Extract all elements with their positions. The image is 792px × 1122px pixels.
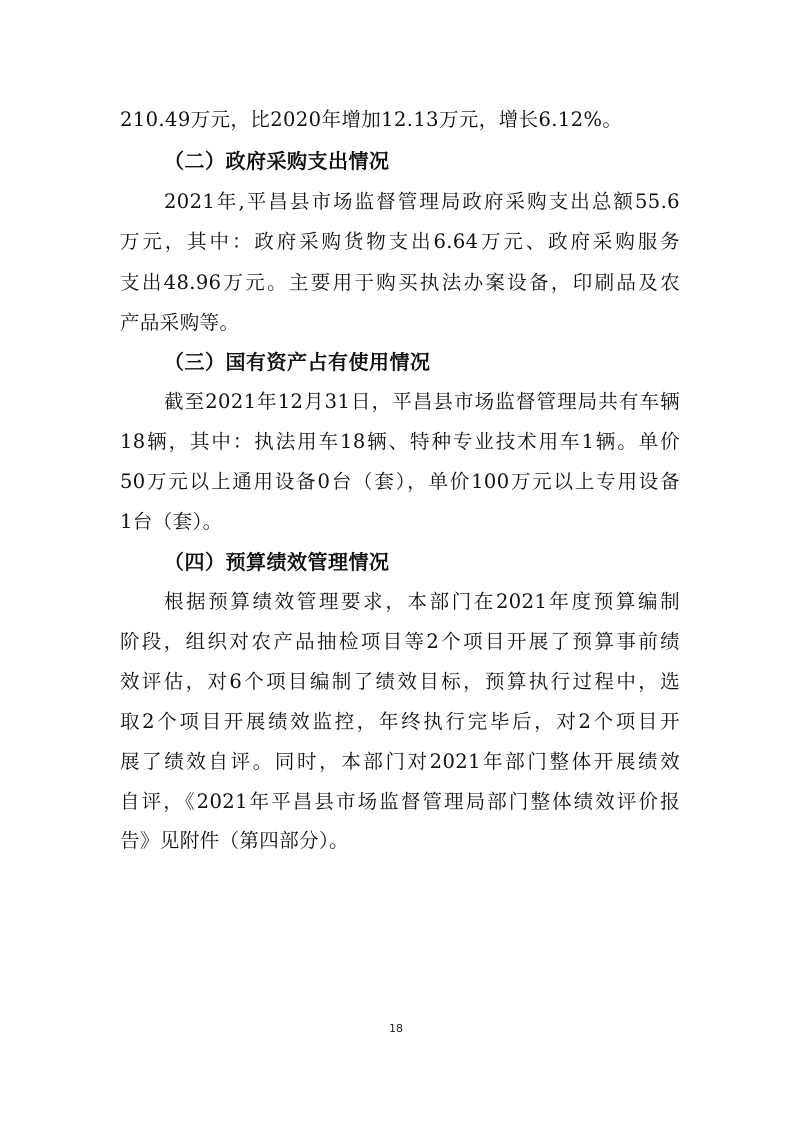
section-heading-procurement: （二）政府采购支出情况 — [164, 149, 390, 173]
paragraph-line: 效评估，对6个项目编制了绩效目标，预算执行过程中，选 — [120, 670, 680, 693]
paragraph-line: 产品采购等。 — [120, 311, 240, 334]
paragraph-line: 根据预算绩效管理要求，本部门在2021年度预算编制 — [164, 590, 680, 613]
paragraph-line: 展了绩效自评。同时，本部门对2021年部门整体开展绩效 — [120, 750, 680, 773]
paragraph-line: 支出48.96万元。主要用于购买执法办案设备，印刷品及农 — [120, 271, 680, 294]
paragraph-line: 截至2021年12月31日，平昌县市场监督管理局共有车辆 — [164, 390, 680, 413]
paragraph-line: 2021年,平昌县市场监督管理局政府采购支出总额55.6 — [164, 190, 680, 213]
paragraph-line: 1台（套）。 — [120, 510, 223, 533]
page-number: 18 — [389, 1022, 403, 1035]
paragraph-line: 万元，其中：政府采购货物支出6.64万元、政府采购服务 — [120, 230, 680, 253]
paragraph-line: 自评，《2021年平昌县市场监督管理局部门整体绩效评价报 — [120, 790, 680, 813]
paragraph-line: 210.49万元，比2020年增加12.13万元，增长6.12%。 — [120, 108, 623, 131]
paragraph-line: 18辆，其中：执法用车18辆、特种专业技术用车1辆。单价 — [120, 430, 680, 453]
section-heading-assets: （三）国有资产占有使用情况 — [164, 350, 431, 374]
section-heading-performance: （四）预算绩效管理情况 — [164, 550, 390, 574]
paragraph-line: 告》见附件（第四部分）。 — [120, 829, 350, 852]
paragraph-line: 50万元以上通用设备0台（套），单价100万元以上专用设备 — [120, 470, 680, 493]
paragraph-line: 取2个项目开展绩效监控，年终执行完毕后，对2个项目开 — [120, 710, 680, 733]
paragraph-line: 阶段，组织对农产品抽检项目等2个项目开展了预算事前绩 — [120, 630, 680, 653]
